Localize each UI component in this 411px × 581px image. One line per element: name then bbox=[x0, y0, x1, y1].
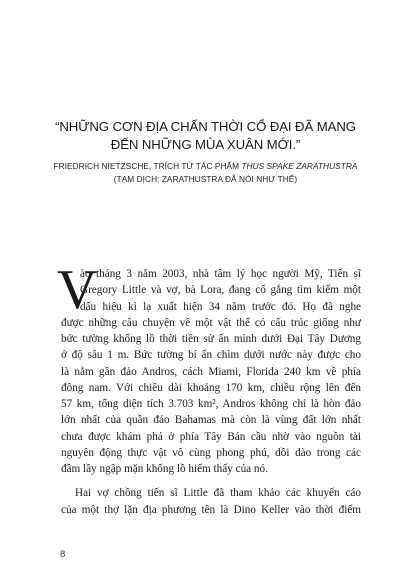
paragraph-1-line: Gregory Little và vợ, bà Lora, đang cố gắng tìm kiếm một bbox=[80, 284, 361, 297]
paragraph-1-line: đầm lầy ngập mặn khổng lồ hiếm thấy của nó. bbox=[61, 463, 268, 475]
paragraph-1-line: bức tường khổng lồ thời tiền sử ẩn mình dưới Đại Tây Dương bbox=[61, 333, 361, 345]
paragraph-1-line: là nằm gần đảo Andros, cách Miami, Florida 240 km về phía bbox=[61, 365, 361, 378]
epigraph-source bbox=[40, 160, 371, 173]
body-text bbox=[57, 259, 361, 518]
drop-cap: V bbox=[57, 259, 98, 321]
paragraph-1-line: được những câu chuyện về một vật thể có cấu trúc giống như bbox=[61, 316, 361, 329]
paragraph-1-line: chưa được khám phá ở phía Tây Bán cầu nhờ vào nguồn tài bbox=[61, 430, 361, 443]
paragraph-1-line: lớn nhất của quần đảo Bahamas mà còn là vùng đất lớn nhất bbox=[61, 414, 361, 427]
epigraph-source-author: FRIEDRICH NIETZSCHE, TRÍCH TỪ TÁC PHẨM bbox=[53, 161, 242, 171]
page-number: 8 bbox=[60, 549, 66, 560]
epigraph bbox=[40, 118, 371, 186]
epigraph-quote-line-1: “NHỮNG CƠN ĐỊA CHẤN THỜI CỔ ĐẠI ĐÃ MANG bbox=[55, 119, 356, 134]
paragraph-1 bbox=[61, 266, 361, 477]
epigraph-translation: (TẠM DỊCH: ZARATHUSTRA ĐÃ NÓI NHƯ THẾ) bbox=[113, 174, 298, 184]
epigraph-source-work: THUS SPAKE ZARATHUSTRA bbox=[241, 161, 358, 171]
paragraph-1-line: dấu hiệu kì lạ xuất hiện 34 năm trước đó. Họ đã nghe bbox=[80, 300, 361, 313]
paragraph-1-line: nguyên động thực vật vô cùng phong phú, dồi dào trong các bbox=[61, 446, 361, 459]
paragraph-1-line: 57 km, tổng diện tích 3.703 km², Andros không chỉ là hòn đảo bbox=[61, 398, 361, 410]
paragraph-1-line: đông nam. Với chiều dài khoảng 170 km, chiều rộng lên đến bbox=[61, 381, 361, 394]
paragraph-1-line: ở độ sâu 1 m. Bức tường bí ẩn chìm dưới nước này được cho bbox=[61, 349, 361, 362]
paragraph-2 bbox=[61, 485, 361, 518]
paragraph-1-line: ào tháng 3 năm 2003, nhà tâm lý học người Mỹ, Tiến sĩ bbox=[80, 268, 361, 280]
epigraph-quote-line-2: ĐẾN NHỮNG MÙA XUÂN MỚI.” bbox=[110, 137, 301, 152]
paragraph-2-line: Hai vợ chồng tiến sĩ Little đã tham khảo các khuyến cáo bbox=[75, 487, 361, 500]
paragraph-2-line: của một thợ lặn địa phương tên là Dino Keller vào thời điểm bbox=[61, 503, 361, 516]
